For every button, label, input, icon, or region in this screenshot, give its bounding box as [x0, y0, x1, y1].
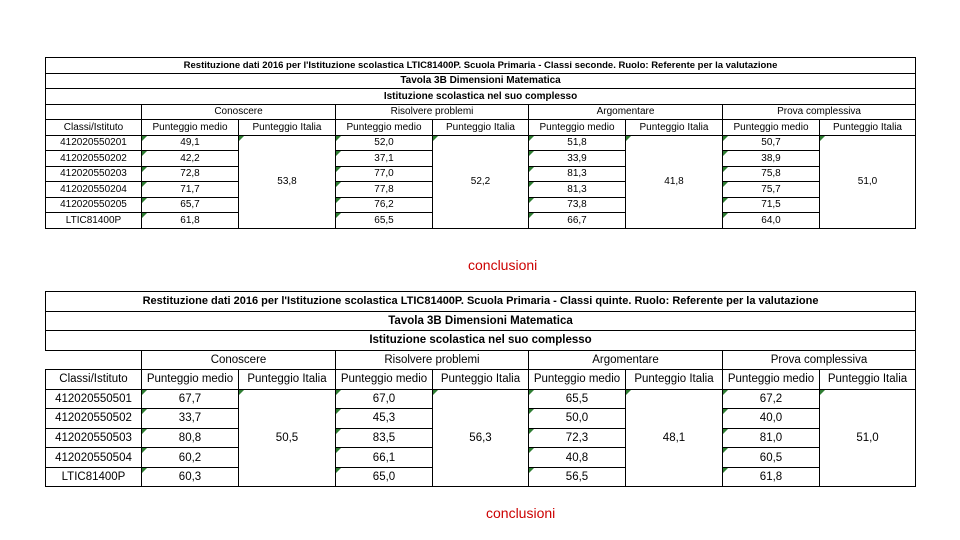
column-header: Punteggio Italia	[820, 370, 916, 390]
value-cell: 73,8	[529, 197, 626, 213]
value-cell: 65,5	[529, 389, 626, 409]
results-table-classi-quinte	[45, 291, 916, 487]
column-header: Punteggio Italia	[239, 370, 336, 390]
group-header: Conoscere	[142, 350, 336, 370]
group-header: Risolvere problemi	[336, 104, 529, 120]
column-header: Punteggio medio	[723, 370, 820, 390]
group-header: Prova complessiva	[723, 104, 916, 120]
table-row	[46, 135, 916, 151]
column-header: Punteggio Italia	[626, 120, 723, 136]
value-cell: 66,1	[336, 448, 433, 468]
value-cell: 40,0	[723, 409, 820, 429]
value-cell: 64,0	[723, 213, 820, 229]
group-header: Argomentare	[529, 350, 723, 370]
column-header: Punteggio medio	[336, 370, 433, 390]
italia-cell: 48,1	[626, 389, 723, 487]
value-cell: 72,8	[142, 166, 239, 182]
table-subtitle: Tavola 3B Dimensioni Matematica	[46, 311, 916, 331]
table-title: Restituzione dati 2016 per l'Istituzione scolastica LTIC81400P. Scuola Primaria - Classi seconde. Ruolo: Referente per la valutazione	[46, 58, 916, 74]
italia-cell: 41,8	[626, 135, 723, 228]
row-label: 412020550501	[46, 389, 142, 409]
value-cell: 42,2	[142, 151, 239, 167]
row-label: LTIC81400P	[46, 467, 142, 487]
column-header: Punteggio Italia	[433, 370, 529, 390]
value-cell: 51,8	[529, 135, 626, 151]
value-cell: 77,8	[336, 182, 433, 198]
value-cell: 65,7	[142, 197, 239, 213]
value-cell: 33,9	[529, 151, 626, 167]
table-subtitle: Istituzione scolastica nel suo complesso	[46, 331, 916, 351]
value-cell: 65,0	[336, 467, 433, 487]
value-cell: 40,8	[529, 448, 626, 468]
value-cell: 81,0	[723, 428, 820, 448]
value-cell: 67,7	[142, 389, 239, 409]
row-label: 412020550201	[46, 135, 142, 151]
value-cell: 67,0	[336, 389, 433, 409]
value-cell: 81,3	[529, 166, 626, 182]
value-cell: 67,2	[723, 389, 820, 409]
value-cell: 81,3	[529, 182, 626, 198]
row-label: 412020550503	[46, 428, 142, 448]
value-cell: 77,0	[336, 166, 433, 182]
row-label: 412020550202	[46, 151, 142, 167]
value-cell: 37,1	[336, 151, 433, 167]
column-header: Classi/Istituto	[46, 120, 142, 136]
group-header: Conoscere	[142, 104, 336, 120]
table-title: Restituzione dati 2016 per l'Istituzione scolastica LTIC81400P. Scuola Primaria - Classi quinte. Ruolo: Referente per la valutazione	[46, 292, 916, 312]
group-header: Prova complessiva	[723, 350, 916, 370]
column-header: Punteggio Italia	[239, 120, 336, 136]
value-cell: 61,8	[142, 213, 239, 229]
value-cell: 60,5	[723, 448, 820, 468]
row-label: 412020550203	[46, 166, 142, 182]
italia-cell: 56,3	[433, 389, 529, 487]
conclusion-link[interactable]: conclusioni	[468, 257, 538, 273]
italia-cell: 51,0	[820, 389, 916, 487]
value-cell: 38,9	[723, 151, 820, 167]
value-cell: 45,3	[336, 409, 433, 429]
conclusion-link[interactable]: conclusioni	[486, 505, 556, 521]
value-cell: 56,5	[529, 467, 626, 487]
row-label: 412020550205	[46, 197, 142, 213]
value-cell: 75,8	[723, 166, 820, 182]
column-header: Punteggio medio	[723, 120, 820, 136]
value-cell: 50,7	[723, 135, 820, 151]
column-header: Punteggio Italia	[820, 120, 916, 136]
group-header: Argomentare	[529, 104, 723, 120]
row-label: 412020550204	[46, 182, 142, 198]
value-cell: 71,5	[723, 197, 820, 213]
italia-cell: 52,2	[433, 135, 529, 228]
results-table-classi-seconde	[45, 57, 916, 229]
column-header: Punteggio medio	[529, 370, 626, 390]
value-cell: 72,3	[529, 428, 626, 448]
italia-cell: 53,8	[239, 135, 336, 228]
corner-cell	[46, 350, 142, 370]
group-header: Risolvere problemi	[336, 350, 529, 370]
value-cell: 83,5	[336, 428, 433, 448]
row-label: LTIC81400P	[46, 213, 142, 229]
column-header: Punteggio medio	[142, 120, 239, 136]
value-cell: 71,7	[142, 182, 239, 198]
italia-cell: 50,5	[239, 389, 336, 487]
value-cell: 33,7	[142, 409, 239, 429]
value-cell: 75,7	[723, 182, 820, 198]
value-cell: 76,2	[336, 197, 433, 213]
column-header: Classi/Istituto	[46, 370, 142, 390]
column-header: Punteggio medio	[142, 370, 239, 390]
value-cell: 65,5	[336, 213, 433, 229]
value-cell: 49,1	[142, 135, 239, 151]
value-cell: 52,0	[336, 135, 433, 151]
table-subtitle: Istituzione scolastica nel suo complesso	[46, 89, 916, 105]
column-header: Punteggio Italia	[626, 370, 723, 390]
value-cell: 61,8	[723, 467, 820, 487]
value-cell: 60,3	[142, 467, 239, 487]
column-header: Punteggio medio	[336, 120, 433, 136]
value-cell: 60,2	[142, 448, 239, 468]
value-cell: 50,0	[529, 409, 626, 429]
table-subtitle: Tavola 3B Dimensioni Matematica	[46, 73, 916, 89]
italia-cell: 51,0	[820, 135, 916, 228]
corner-cell	[46, 104, 142, 120]
row-label: 412020550504	[46, 448, 142, 468]
table-row	[46, 389, 916, 409]
value-cell: 66,7	[529, 213, 626, 229]
column-header: Punteggio Italia	[433, 120, 529, 136]
row-label: 412020550502	[46, 409, 142, 429]
column-header: Punteggio medio	[529, 120, 626, 136]
value-cell: 80,8	[142, 428, 239, 448]
